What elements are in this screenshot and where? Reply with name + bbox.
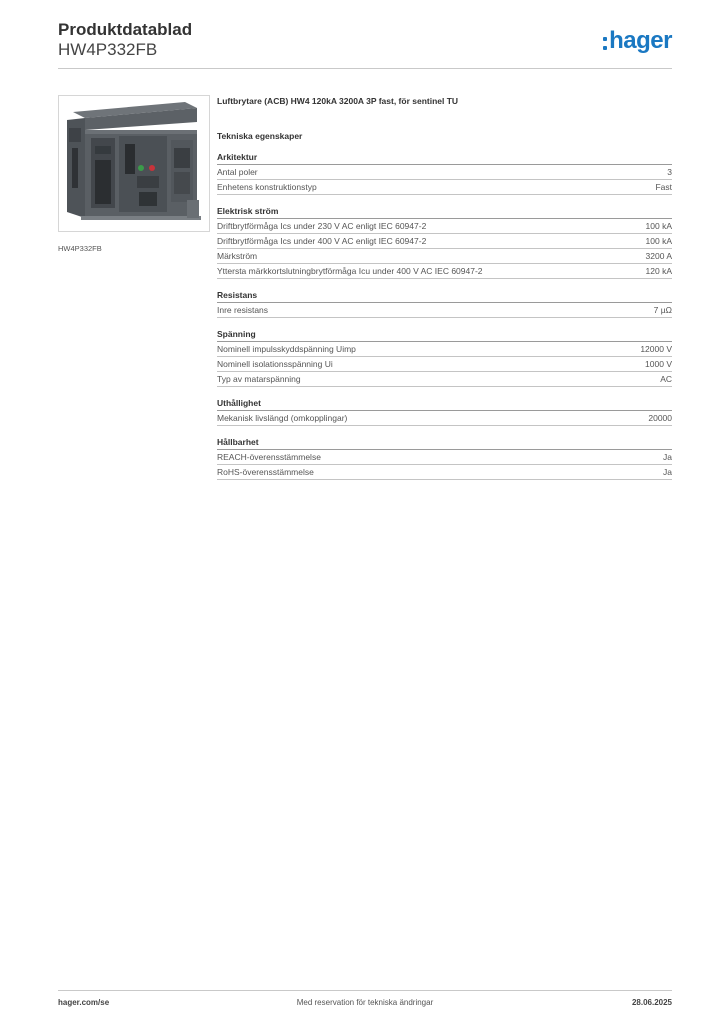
spec-value: 3200 A [645, 251, 672, 261]
header-divider [58, 68, 672, 69]
spec-label: Mekanisk livslängd (omkopplingar) [217, 413, 348, 423]
section-title: Elektrisk ström [217, 206, 672, 219]
spec-section [217, 398, 672, 426]
footer-divider [58, 990, 672, 991]
spec-row [217, 249, 672, 264]
logo-dots-icon [603, 37, 607, 50]
hager-logo [603, 28, 672, 54]
air-circuit-breaker-illustration [59, 96, 209, 231]
product-image [58, 95, 210, 232]
spec-label: REACH-överensstämmelse [217, 452, 321, 462]
spec-row [217, 234, 672, 249]
spec-row [217, 411, 672, 426]
spec-section [217, 152, 672, 195]
spec-value: 12000 V [640, 344, 672, 354]
spec-label: RoHS-överensstämmelse [217, 467, 314, 477]
spec-value: 3 [667, 167, 672, 177]
spec-label: Nominell isolationsspänning Ui [217, 359, 333, 369]
spec-label: Inre resistans [217, 305, 269, 315]
spec-section [217, 206, 672, 279]
product-details [217, 96, 672, 491]
section-title: Hållbarhet [217, 437, 672, 450]
logo-text: hager [609, 27, 672, 54]
spec-value: 1000 V [645, 359, 672, 369]
spec-value: 100 kA [645, 221, 672, 231]
spec-section [217, 290, 672, 318]
spec-row [217, 465, 672, 480]
spec-value: 7 µΩ [653, 305, 672, 315]
section-title: Uthållighet [217, 398, 672, 411]
spec-value: 20000 [648, 413, 672, 423]
spec-row [217, 357, 672, 372]
footer-website: hager.com/se [58, 998, 110, 1007]
spec-row [217, 219, 672, 234]
document-title: Produktdatablad [58, 20, 193, 39]
spec-label: Nominell impulsskyddspänning Uimp [217, 344, 356, 354]
spec-label: Driftbrytförmåga Ics under 230 V AC enligt IEC 60947-2 [217, 221, 427, 231]
spec-row [217, 180, 672, 195]
spec-value: 120 kA [645, 266, 672, 276]
image-caption: HW4P332FB [58, 244, 102, 253]
spec-section [217, 329, 672, 387]
section-title: Arkitektur [217, 152, 672, 165]
footer-date: 28.06.2025 [631, 998, 672, 1007]
spec-value: Ja [663, 452, 672, 462]
spec-row [217, 342, 672, 357]
specs-heading: Tekniska egenskaper [217, 131, 303, 141]
page-header [58, 20, 672, 70]
spec-section [217, 437, 672, 480]
product-code: HW4P332FB [58, 40, 158, 59]
spec-label: Driftbrytförmåga Ics under 400 V AC enligt IEC 60947-2 [217, 236, 427, 246]
spec-row [217, 264, 672, 279]
spec-value: AC [660, 374, 672, 384]
spec-sections [217, 152, 672, 480]
spec-value: Fast [655, 182, 672, 192]
spec-row [217, 450, 672, 465]
spec-value: 100 kA [645, 236, 672, 246]
spec-value: Ja [663, 467, 672, 477]
spec-label: Märkström [217, 251, 258, 261]
spec-label: Enhetens konstruktionstyp [217, 182, 317, 192]
spec-label: Typ av matarspänning [217, 374, 301, 384]
section-title: Resistans [217, 290, 672, 303]
spec-row [217, 372, 672, 387]
spec-row [217, 165, 672, 180]
section-title: Spänning [217, 329, 672, 342]
spec-row [217, 303, 672, 318]
spec-label: Yttersta märkkortslutningbrytförmåga Icu under 400 V AC IEC 60947-2 [217, 266, 483, 276]
footer-notice: Med reservation för tekniska ändringar [296, 998, 434, 1007]
spec-label: Antal poler [217, 167, 258, 177]
product-description: Luftbrytare (ACB) HW4 120kA 3200A 3P fast, för sentinel TU [217, 96, 459, 106]
